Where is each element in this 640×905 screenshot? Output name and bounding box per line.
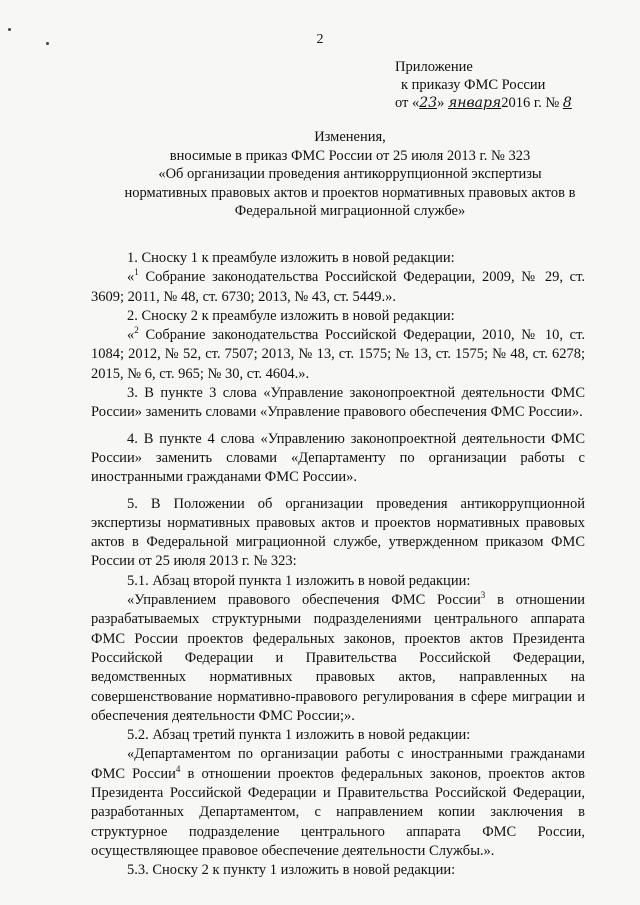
page-number: 2 — [316, 32, 324, 47]
document-heading — [90, 128, 610, 221]
handwritten-order-number: 8 — [562, 95, 572, 111]
scan-speck — [8, 28, 11, 31]
handwritten-day: 23 — [419, 95, 438, 111]
handwritten-month: января — [447, 95, 502, 111]
heading-line: вносимые в приказ ФМС России от 25 июля 2013 г. № 323 — [169, 147, 531, 164]
paragraph-1: 1. Сноску 1 к преамбуле изложить в новой редакции: — [127, 250, 455, 266]
appendix-title: Приложение — [395, 59, 473, 75]
appendix-order-ref: к приказу ФМС России — [401, 77, 546, 93]
paragraph-4: 4. В пункте 4 слова «Управлению законопроектной деятельности ФМС России» заменить словами «Департаменту по организации работы с иностранными гражданами ФМС России». — [91, 430, 585, 486]
quote-5-2: «Департаментом по организации работы с иностранными гражданами ФМС России$^4$ в отношении проектов федеральных законов, проектов актов Президента Российской Федерации и Правительства Российской Федерации, разработанных Департаментом, с направлением копии заключения в структурное подразделение центрального аппарата ФМС России, осуществляющее правовое обеспечение деятельности Службы.». — [91, 746, 586, 859]
heading-line: «Об организации проведения антикоррупционной экспертизы — [158, 166, 542, 182]
paragraph-5-2: 5.2. Абзац третий пункта 1 изложить в новой редакции: — [127, 727, 471, 744]
document-body — [91, 249, 585, 881]
appendix-date-line: от «23» января2016 г. № 8 — [395, 95, 572, 111]
footnote-2-text: «$^2$ Собрание законодательства Российской Федерации, 2010, № 10, ст. 1084; 2012, № 52, ст. 7507; 2013, № 13, ст. 1575; № 13, ст. 1575; № 48, ст. 6278; 2015, № 6, ст. 965; № 30, ст. 4604.». — [91, 325, 585, 382]
paragraph-5: 5. В Положении об организации проведения антикоррупционной экспертизы нормативных правовых актов и проектов нормативных правовых актов в Федеральной миграционной службе, утвержденном приказом ФМС России от 25 июля 2013 г. № 323: — [91, 495, 585, 570]
footnote-1-text: «$^1$ Собрание законодательства Российской Федерации, 2009, № 29, ст. 3609; 2011, № 48, ст. 6730; 2013, № 43, ст. 5449.». — [91, 267, 585, 305]
heading-line: Федеральной миграционной службе» — [234, 203, 466, 219]
heading-title: Изменения, — [314, 129, 386, 145]
paragraph-5-3: 5.3. Сноску 2 к пункту 1 изложить в новой редакции: — [127, 862, 456, 879]
paragraph-2: 2. Сноску 2 к преамбуле изложить в новой редакции: — [127, 307, 455, 324]
paragraph-5-1: 5.1. Абзац второй пункта 1 изложить в новой редакции: — [127, 572, 471, 589]
heading-line: нормативных правовых актов и проектов нормативных правовых актов в — [124, 184, 576, 201]
appendix-block — [395, 58, 625, 112]
quote-5-1: «Управлением правового обеспечения ФМС России$^3$ в отношении разрабатываемых структурными подразделениями центрального аппарата ФМС России проектов федеральных законов, проектов актов Президента Российской Федерации и Правительства Российской Федерации, ведомственных нормативных правовых актов, направленных на совершенствование нормативно-правового регулирования в сфере миграции и обеспечения деятельности ФМС России;». — [91, 590, 585, 724]
paragraph-3: 3. В пункте 3 слова «Управление законопроектной деятельности ФМС России» заменить словами «Управление правового обеспечения ФМС России». — [91, 385, 585, 421]
